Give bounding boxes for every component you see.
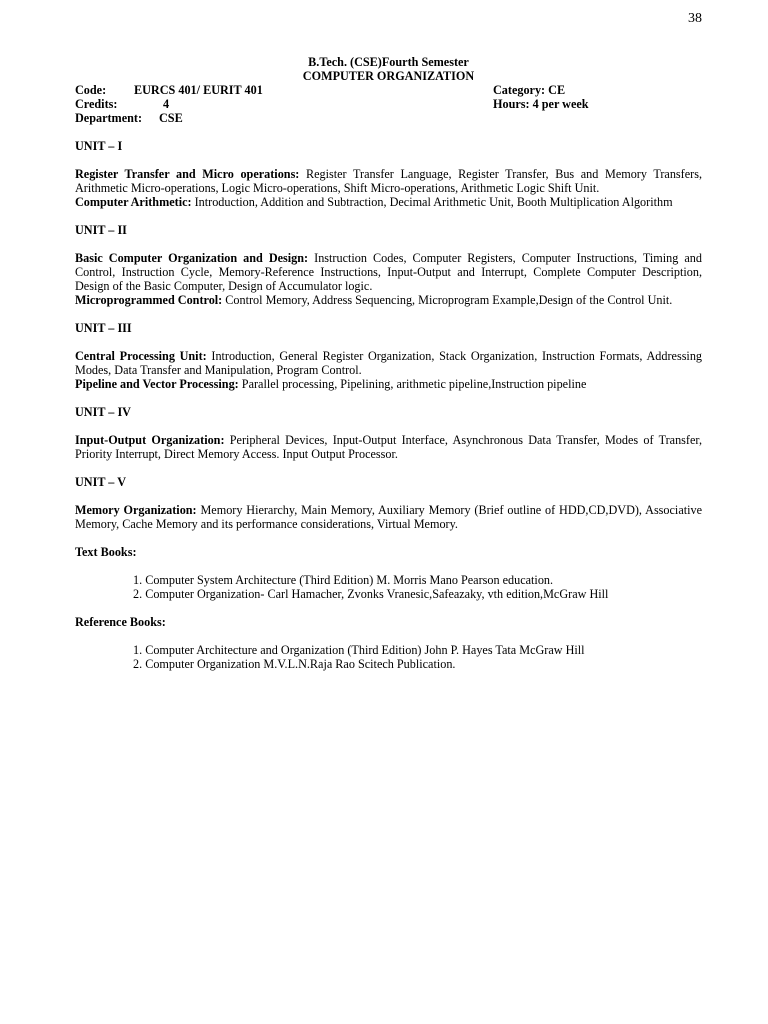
topic-contents: Introduction, General Register Organization, Stack Organization, Instruction Formats, Addressing Modes, Data Transfer and Manipulation, Program Control.: [75, 349, 703, 377]
topic-heading: Input-Output Organization:: [75, 433, 225, 447]
topic-contents: Instruction Codes, Computer Registers, Computer Instructions, Timing and Control, Instruction Cycle, Memory-Reference Instructions, Input-Output and Interrupt, Complete Computer Description, Design of the Basic Computer, Design of Accumulator logic.: [75, 251, 702, 293]
text-books-list: [75, 573, 702, 601]
book-item: 1. Computer System Architecture (Third Edition) M. Morris Mano Pearson education.: [133, 573, 554, 587]
credits-label: Credits:: [75, 97, 118, 111]
course-heading: B.Tech. (CSE)Fourth Semester: [308, 55, 469, 69]
page-number: 38: [688, 11, 702, 26]
reference-books-heading: Reference Books:: [75, 615, 166, 629]
topic-heading: Central Processing Unit:: [75, 349, 207, 363]
hours: Hours: 4 per week: [493, 97, 589, 111]
unit-heading: UNIT – V: [75, 475, 127, 489]
department-value: CSE: [159, 111, 183, 125]
unit-heading: UNIT – III: [75, 321, 132, 335]
syllabus-document: [75, 55, 702, 671]
meta-department-row: [75, 111, 702, 125]
unit-topic-paragraph: [75, 251, 702, 293]
topic-heading: Microprogrammed Control:: [75, 293, 223, 307]
topic-contents: Parallel processing, Pipelining, arithmetic pipeline,Instruction pipeline: [238, 377, 587, 391]
category: Category: CE: [493, 83, 566, 97]
topic-heading: Basic Computer Organization and Design:: [75, 251, 309, 265]
text-books-heading: Text Books:: [75, 545, 137, 559]
topic-heading: Memory Organization:: [75, 503, 197, 517]
topic-contents: Control Memory, Address Sequencing, Microprogram Example,Design of the Control Unit.: [222, 293, 673, 307]
code-label: Code:: [75, 83, 107, 97]
topic-contents: Introduction, Addition and Subtraction, Decimal Arithmetic Unit, Booth Multiplication Algorithm: [191, 195, 673, 209]
department-label: Department:: [75, 111, 143, 125]
reference-books-list: [75, 643, 702, 671]
units-section: [75, 139, 702, 531]
unit-topic-paragraph: [75, 293, 702, 307]
course-title: COMPUTER ORGANIZATION: [302, 69, 475, 83]
unit-heading: UNIT – IV: [75, 405, 131, 419]
meta-credits-row: [75, 97, 702, 111]
unit-topic-paragraph: [75, 503, 702, 531]
topic-contents: Peripheral Devices, Input-Output Interface, Asynchronous Data Transfer, Modes of Transfer, Priority Interrupt, Direct Memory Access. Input Output Processor.: [75, 433, 702, 461]
unit-heading: UNIT – II: [75, 223, 127, 237]
topic-heading: Pipeline and Vector Processing:: [75, 377, 239, 391]
unit-topic-paragraph: [75, 195, 702, 209]
topic-contents: Memory Hierarchy, Main Memory, Auxiliary Memory (Brief outline of HDD,CD,DVD), Associative Memory, Cache Memory and its performance considerations, Virtual Memory.: [75, 503, 702, 531]
credits-value: 4: [163, 97, 170, 111]
book-item: 1. Computer Architecture and Organization (Third Edition) John P. Hayes Tata McGraw Hill: [133, 643, 585, 657]
meta-code-row: [75, 83, 702, 97]
book-item: 2. Computer Organization- Carl Hamacher, Zvonks Vranesic,Safeazaky, vth edition,McGraw Hill: [133, 587, 609, 601]
unit-topic-paragraph: [75, 377, 702, 391]
book-item: 2. Computer Organization M.V.L.N.Raja Rao Scitech Publication.: [133, 657, 456, 671]
topic-contents: Register Transfer Language, Register Transfer, Bus and Memory Transfers, Arithmetic Micro-operations, Logic Micro-operations, Shift Micro-operations, Arithmetic Logic Shift Unit.: [75, 167, 702, 195]
topic-heading: Register Transfer and Micro operations:: [75, 167, 300, 181]
unit-topic-paragraph: [75, 349, 702, 377]
unit-heading: UNIT – I: [75, 139, 123, 153]
unit-topic-paragraph: [75, 167, 702, 195]
unit-topic-paragraph: [75, 433, 702, 461]
topic-heading: Computer Arithmetic:: [75, 195, 192, 209]
code-value: EURCS 401/ EURIT 401: [134, 83, 263, 97]
